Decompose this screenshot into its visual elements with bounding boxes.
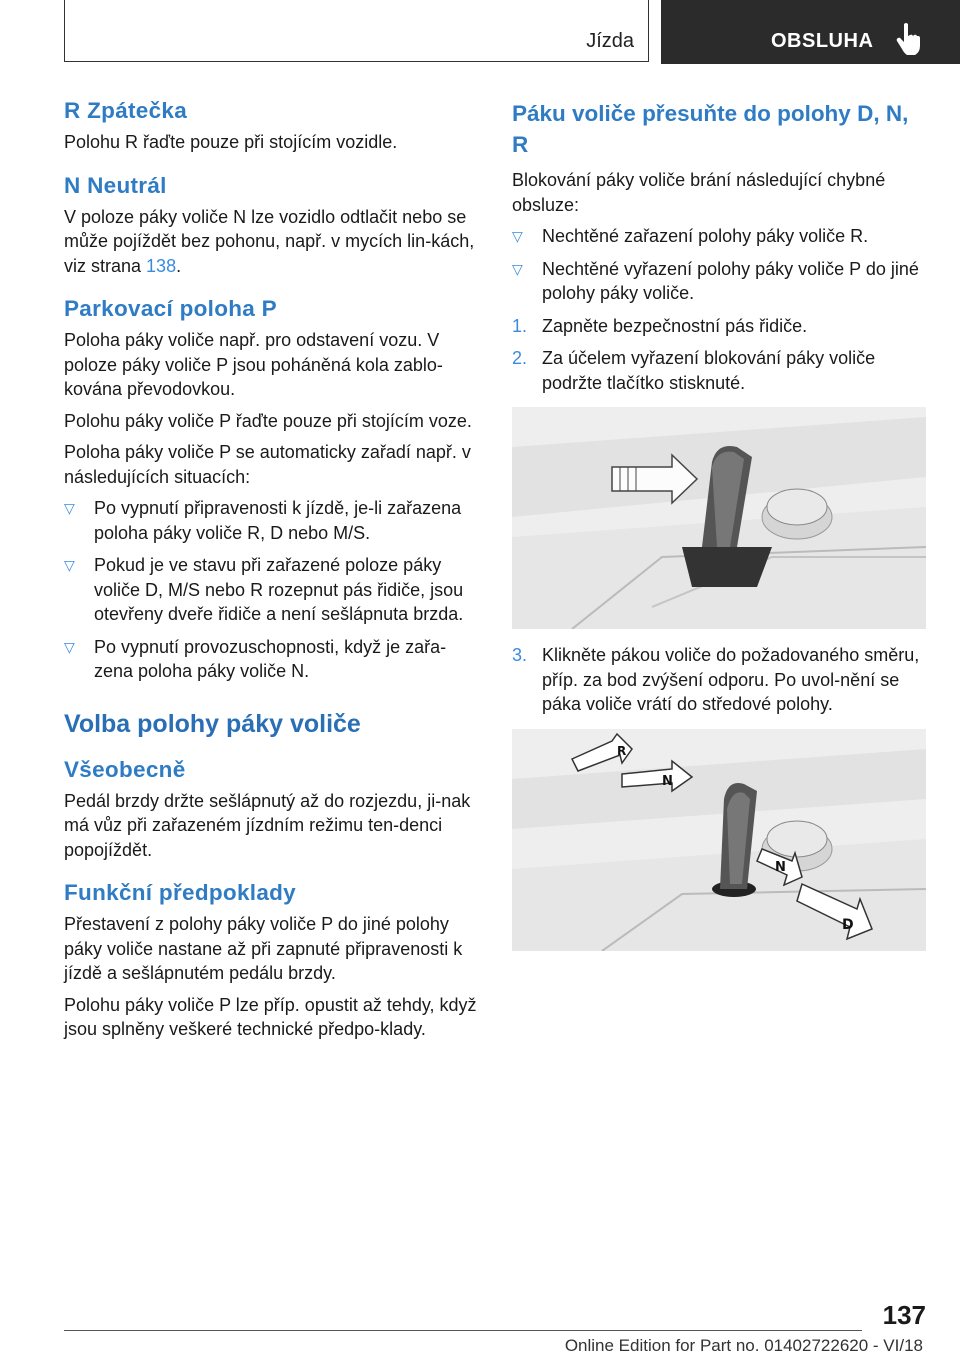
step-item: 1. Zapněte bezpečnostní pás řidiče.: [512, 315, 808, 336]
direction-label: N: [775, 859, 786, 875]
prerequisites-text-1: Přestavení z polohy páky voliče P do jiné polohy páky voliče nastane až při zapnuté připravenosti k jízdě a sešlápnutém pedálu brzdy.: [64, 914, 463, 983]
list-item: ▽ Nechtěné vyřazení polohy páky voliče P do jiné polohy páky voliče.: [512, 258, 919, 303]
park-text-3: Poloha páky voliče P se automaticky zařadí např. v následujících situacích:: [64, 442, 471, 487]
right-column: [512, 98, 926, 965]
gear-selector-directions-figure: [512, 729, 926, 951]
steps-list: [512, 314, 926, 396]
page-reference-link[interactable]: 138: [146, 255, 177, 276]
list-item: ▽ Nechtěné zařazení polohy páky voliče R.: [512, 224, 926, 249]
neutral-heading: N Neutrál: [64, 172, 167, 198]
page-number: 137: [882, 1300, 926, 1330]
header-frame: [64, 0, 649, 62]
list-item: ▽ Pokud je ve stavu při zařazené poloze páky voliče D, M/S nebo R rozepnut pás řidiče, jsou otevřeny dveře řidiče a není sešlápnuta brzda.: [64, 555, 464, 624]
park-bullet-list: [64, 496, 484, 684]
neutral-text: V poloze páky voliče N lze vozidlo odtlačit nebo se může pojíždět bez pohonu, např. v mycích lin‐kách, viz strana 138.: [64, 206, 475, 276]
general-text: Pedál brzdy držte sešlápnutý až do rozjezdu, ji‐nak má vůz při zařazeném jízdním režimu ten‐denci popojíždět.: [64, 790, 471, 860]
reverse-heading: R Zpátečka: [64, 98, 188, 123]
park-heading: Parkovací poloha P: [64, 296, 277, 321]
move-lever-intro: Blokování páky voliče brání následující chybné obsluze:: [512, 170, 886, 215]
edition-footer: Online Edition for Part no. 01402722620 - VI/18: [564, 1336, 923, 1355]
direction-label: N: [662, 773, 673, 789]
triangle-bullet-icon: ▽: [64, 557, 75, 573]
left-column: [64, 98, 484, 1049]
triangle-bullet-icon: ▽: [512, 260, 523, 277]
selector-section-heading: Volba polohy páky voliče: [64, 709, 361, 738]
gear-selector-button-figure: [512, 407, 926, 629]
section-title: Jízda: [586, 30, 634, 52]
chapter-tab-label: OBSLUHA: [771, 30, 874, 52]
list-item: ▽ Po vypnutí provozuschopnosti, když je zařa‐zena poloha páky voliče N.: [64, 636, 447, 681]
triangle-bullet-icon: ▽: [512, 228, 523, 244]
direction-label: D: [842, 916, 854, 933]
triangle-bullet-icon: ▽: [64, 500, 75, 516]
chapter-tab[interactable]: [661, 0, 960, 64]
step-item: 2. Za účelem vyřazení blokování páky voliče podržte tlačítko stisknuté.: [512, 348, 876, 393]
reverse-text: Polohu R řaďte pouze při stojícím vozidle.: [64, 132, 398, 152]
triangle-bullet-icon: ▽: [64, 638, 75, 655]
steps-list-continued: [512, 643, 926, 717]
direction-label: R: [617, 743, 627, 758]
park-text-1: Poloha páky voliče např. pro odstavení vozu. V poloze páky voliče P jsou poháněná kola zablo‐kována převodovkou.: [64, 330, 443, 399]
prerequisites-heading: Funkční předpoklady: [64, 880, 296, 905]
footer-divider: [64, 1330, 862, 1331]
prerequisites-text-2: Polohu páky voliče P lze příp. opustit až tehdy, když jsou splněny veškeré technické předpo‐klady.: [64, 994, 477, 1039]
hand-pointer-icon: [894, 22, 924, 56]
general-heading: Všeobecně: [64, 756, 186, 782]
list-item: ▽ Po vypnutí připravenosti k jízdě, je-li zařazena poloha páky voliče R, D nebo M/S.: [64, 498, 462, 543]
park-text-2: Polohu páky voliče P řaďte pouze při stojícím voze.: [64, 410, 472, 431]
lock-bullet-list: [512, 224, 926, 306]
step-item: 3. Klikněte pákou voliče do požadovaného směru, příp. za bod zvýšení odporu. Po uvol‐nění se páka voliče vrátí do středové polohy.: [512, 645, 920, 714]
move-lever-heading: Páku voliče přesuňte do polohy D, N, R: [512, 101, 909, 157]
